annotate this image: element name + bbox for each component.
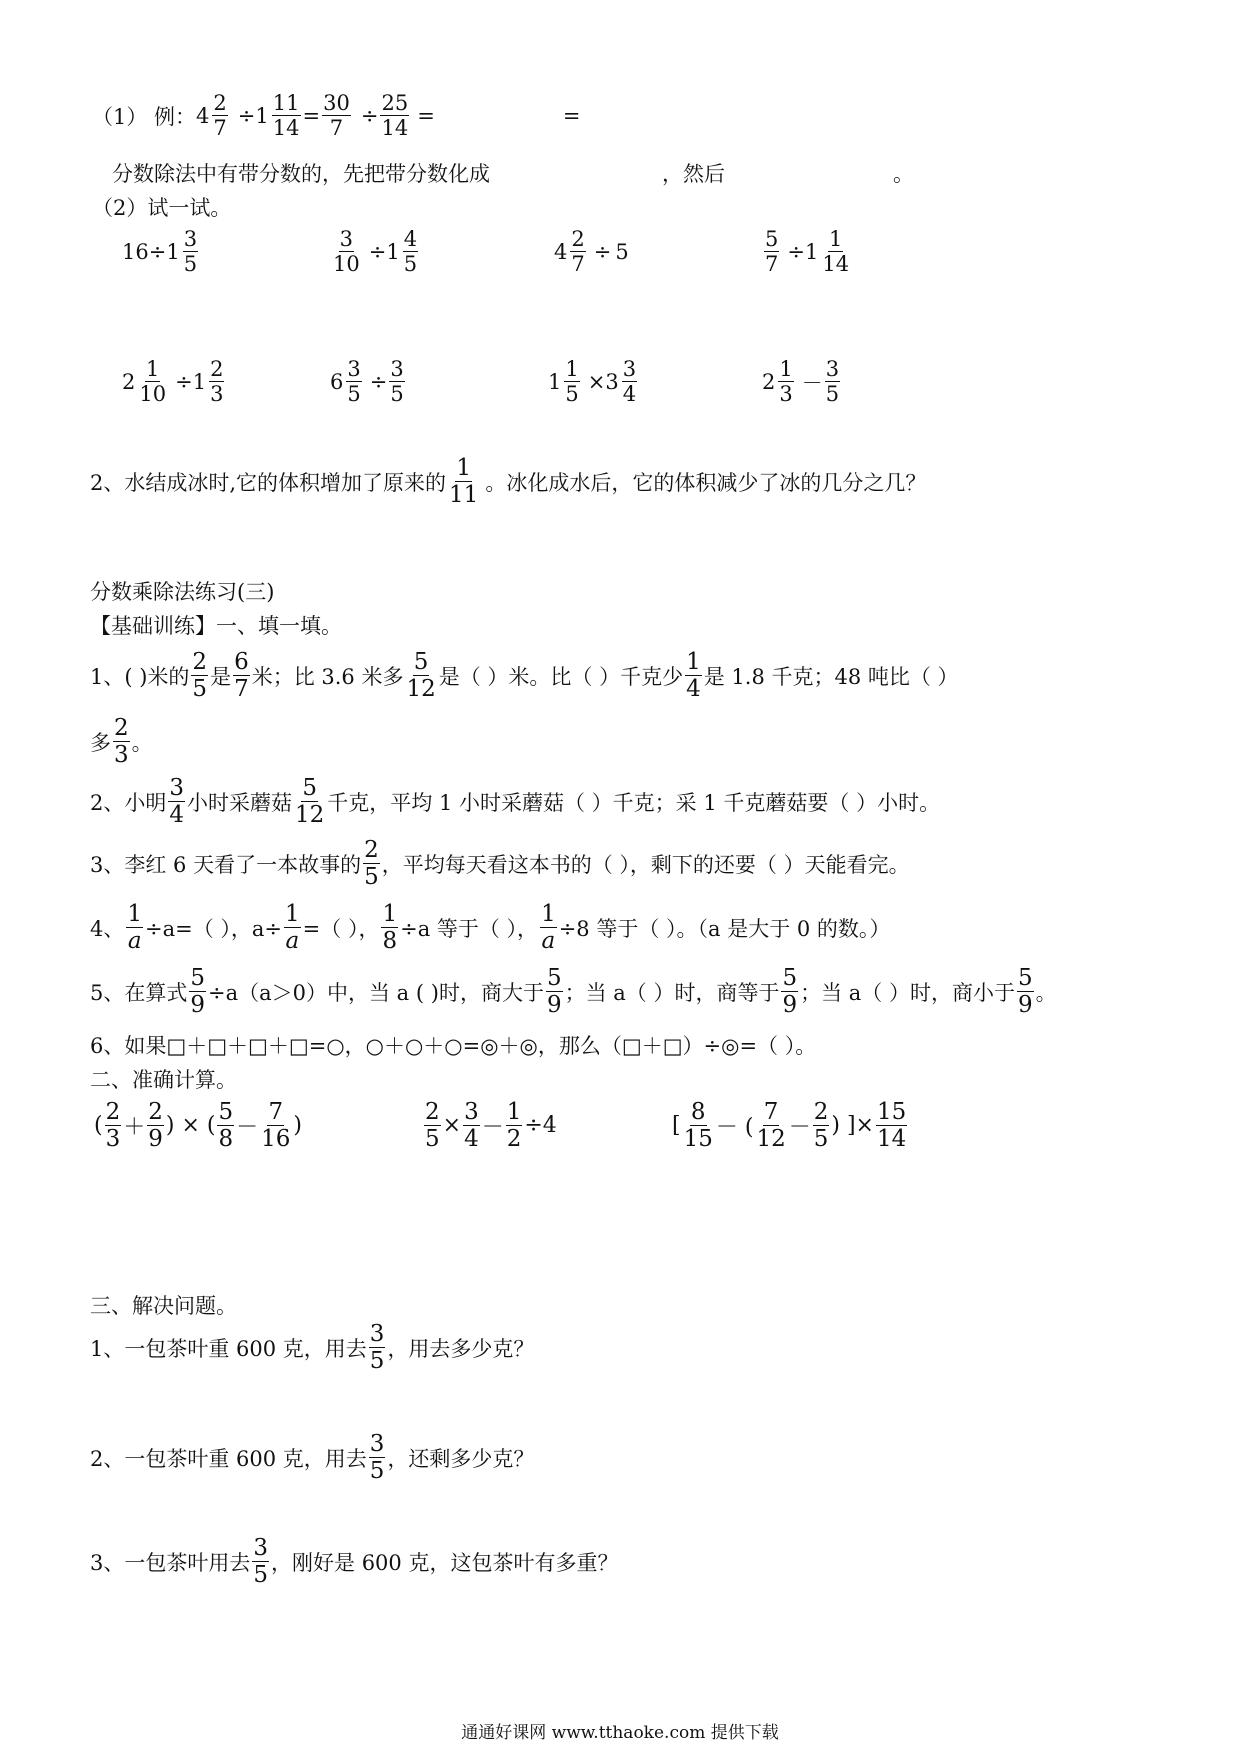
- example-label: （1） 例：: [92, 104, 197, 129]
- fraction: [1017, 966, 1034, 1017]
- numerator: 1: [565, 357, 579, 381]
- text-segment: 1、一包茶叶重 600 克，用去: [90, 1336, 367, 1361]
- denominator: 7: [234, 676, 249, 703]
- fraction: [363, 838, 380, 889]
- text-segment: －: [236, 1115, 259, 1141]
- calc-expr-1: [94, 1100, 302, 1151]
- text-segment: ÷a=（ ），a÷: [145, 916, 283, 941]
- numerator: 5: [546, 965, 562, 991]
- numerator: 2: [364, 837, 379, 863]
- text-segment: 分数乘除法练习(三): [90, 580, 275, 604]
- fraction: [463, 1100, 480, 1151]
- denominator: 5: [347, 382, 361, 407]
- numerator: 1: [285, 901, 300, 927]
- section-title: [90, 576, 274, 606]
- denominator: 9: [1017, 992, 1033, 1019]
- fraction: [755, 1100, 786, 1151]
- denominator: 5: [192, 676, 208, 703]
- fraction: [424, 1100, 441, 1151]
- numerator: 1: [686, 649, 701, 675]
- fraction: [405, 650, 436, 701]
- fraction: [252, 1536, 269, 1587]
- fraction: [876, 1100, 907, 1151]
- problems-title: [90, 1290, 237, 1320]
- text-segment: 5: [615, 239, 629, 264]
- numerator: 3: [347, 357, 361, 381]
- fraction: [564, 358, 579, 405]
- numerator: 5: [782, 965, 798, 991]
- operator: ÷: [237, 103, 256, 128]
- text-segment: ÷: [369, 369, 388, 394]
- fraction: [272, 92, 301, 139]
- denominator: 5: [813, 1126, 829, 1153]
- denominator: 14: [822, 252, 850, 277]
- denominator: 3: [779, 382, 793, 407]
- denominator: a: [285, 928, 300, 955]
- numerator: 5: [190, 965, 206, 991]
- fraction: [380, 92, 409, 139]
- denominator: 8: [218, 1126, 234, 1153]
- text-segment: ，刚好是 600 克，这包茶叶有多重？: [271, 1550, 619, 1575]
- denominator: a: [541, 928, 556, 955]
- text-segment: 1、( )米的: [90, 664, 190, 689]
- numerator: 4: [403, 227, 418, 251]
- operator: ÷: [360, 103, 379, 128]
- denominator: 4: [464, 1126, 479, 1153]
- fraction: [209, 358, 224, 405]
- denominator: 14: [876, 1126, 907, 1153]
- page-footer: 通通好课网 www.tthaoke.com 提供下载: [461, 1723, 779, 1743]
- numerator: 8: [690, 1099, 706, 1125]
- text-segment: [: [672, 1113, 681, 1139]
- fraction: [683, 1100, 714, 1151]
- fraction: [764, 228, 779, 275]
- numerator: 1: [829, 227, 843, 251]
- fill-1: [90, 650, 959, 701]
- numerator: 3: [369, 1431, 385, 1457]
- section-subtitle: [90, 610, 342, 640]
- numerator: 3: [464, 1099, 479, 1125]
- text-segment: 小时采蘑菇: [187, 790, 293, 815]
- exercise-8: [762, 358, 842, 405]
- exercise-3: [554, 228, 629, 275]
- text-segment: 6、如果□＋□＋□＋□=○，○＋○＋○=◎＋◎，那么（□＋□）÷◎=（ ）。: [90, 1034, 817, 1058]
- whole-number: 4: [196, 103, 210, 128]
- text-segment: 三、解决问题。: [90, 1294, 237, 1318]
- text-segment: 5、在算式: [90, 980, 188, 1005]
- text-segment: －: [481, 1115, 504, 1141]
- text-segment: 3: [605, 369, 619, 394]
- text-segment: ÷: [148, 239, 167, 264]
- text-segment: 4、: [90, 916, 125, 941]
- fraction: [622, 358, 637, 405]
- fraction: [821, 228, 850, 275]
- denominator: 12: [295, 802, 325, 829]
- denominator: 5: [390, 382, 404, 407]
- fraction: [813, 1100, 830, 1151]
- numerator: 7: [763, 1099, 779, 1125]
- numerator: 3: [169, 775, 185, 801]
- operator: =: [417, 103, 435, 128]
- fraction: [284, 902, 301, 953]
- denominator: 9: [782, 992, 798, 1019]
- text-segment: 1: [192, 369, 207, 394]
- exercise-7: [548, 358, 639, 405]
- fraction: [332, 228, 361, 275]
- denominator: 16: [261, 1126, 291, 1153]
- numerator: 3: [622, 357, 637, 381]
- text-segment: 【基础训练】一、填一填。: [90, 614, 342, 638]
- denominator: 9: [190, 992, 206, 1019]
- text-segment: 二、准确计算。: [90, 1068, 237, 1092]
- fraction: [105, 1100, 122, 1151]
- exercise-6: [330, 358, 407, 405]
- denominator: 5: [183, 252, 198, 277]
- fraction: [138, 358, 167, 405]
- text-segment: ＋: [123, 1115, 146, 1141]
- text-segment: ÷a 等于（ ），: [400, 916, 539, 941]
- numerator: 5: [302, 775, 317, 801]
- text-segment: 。: [1035, 980, 1057, 1005]
- fraction: [825, 358, 840, 405]
- denominator: 4: [686, 676, 701, 703]
- calc-expr-3: [672, 1100, 909, 1151]
- numerator: 30: [323, 91, 350, 115]
- denominator: 9: [546, 992, 562, 1019]
- problem-2: [90, 1432, 534, 1483]
- fraction: [570, 228, 585, 275]
- fraction: [233, 650, 250, 701]
- fraction: [781, 966, 798, 1017]
- numerator: 1: [146, 357, 160, 381]
- operator: =: [562, 103, 581, 128]
- rule-line: [112, 158, 914, 188]
- fraction: [126, 902, 143, 953]
- text-segment: 2、小明: [90, 790, 167, 815]
- try-heading: [92, 192, 231, 222]
- fraction: [217, 1100, 234, 1151]
- fraction: [189, 966, 206, 1017]
- numerator: 11: [272, 91, 300, 115]
- numerator: 2: [571, 227, 585, 251]
- text-segment: 1: [548, 369, 562, 394]
- fraction: [346, 358, 361, 405]
- fraction: [113, 716, 130, 767]
- fraction: [322, 92, 351, 139]
- fraction: [381, 902, 398, 953]
- text-segment: 2、一包茶叶重 600 克，用去: [90, 1446, 367, 1471]
- rule-text: ，然后: [662, 162, 725, 186]
- text-segment: ÷: [175, 369, 193, 394]
- text-segment: 米；比 3.6 米多: [251, 664, 404, 689]
- numerator: 1: [382, 901, 398, 927]
- fraction: [506, 1100, 523, 1151]
- fraction: [778, 358, 793, 405]
- text-segment: 2: [762, 369, 776, 394]
- exercise-4: [762, 228, 852, 275]
- fraction: [191, 650, 208, 701]
- denominator: 4: [169, 802, 185, 829]
- fill-4: [90, 902, 890, 953]
- numerator: 25: [381, 91, 409, 115]
- numerator: 1: [541, 901, 556, 927]
- fraction: [260, 1100, 291, 1151]
- denominator: 3: [210, 382, 224, 407]
- text-segment: － (: [715, 1115, 754, 1141]
- denominator: 3: [114, 742, 129, 769]
- exercise-2: [330, 228, 420, 275]
- fill-6: [90, 1030, 816, 1060]
- numerator: 2: [105, 1099, 121, 1125]
- problem-3: [90, 1536, 618, 1587]
- numerator: 6: [234, 649, 249, 675]
- fraction: [403, 228, 418, 275]
- numerator: 5: [218, 1099, 234, 1125]
- question-text: 。冰化成水后，它的体积减少了冰的几分之几？: [485, 470, 927, 495]
- fraction: [294, 776, 325, 827]
- denominator: 9: [148, 1126, 163, 1153]
- fraction: [389, 358, 404, 405]
- text-segment: ÷: [593, 239, 612, 264]
- text-segment: －: [788, 1115, 811, 1141]
- question-text: 2、水结成冰时,它的体积增加了原来的: [90, 470, 447, 495]
- numerator: 3: [825, 357, 840, 381]
- problem-1: [90, 1322, 534, 1373]
- denominator: 14: [381, 116, 409, 141]
- text-segment: 是 1.8 千克；48 吨比（ ）: [703, 664, 959, 689]
- denominator: 2: [506, 1126, 522, 1153]
- denominator: 5: [364, 864, 379, 891]
- text-segment: －: [801, 370, 823, 395]
- fraction: [212, 92, 227, 139]
- denominator: 12: [756, 1126, 786, 1153]
- numerator: 5: [413, 649, 429, 675]
- fraction: [448, 456, 479, 507]
- text-segment: ×: [587, 369, 606, 394]
- exercise-5: [122, 358, 226, 405]
- fill-5: [90, 966, 1057, 1017]
- numerator: 2: [813, 1099, 829, 1125]
- denominator: a: [127, 928, 142, 955]
- calc-title: [90, 1064, 237, 1094]
- text-segment: (: [94, 1113, 103, 1139]
- text-segment: ÷: [787, 239, 805, 264]
- denominator: 15: [683, 1126, 713, 1153]
- denominator: 5: [425, 1126, 440, 1153]
- text-segment: 16: [122, 239, 149, 264]
- text-segment: 千克，平均 1 小时采蘑菇（ ）千克；采 1 千克蘑菇要（ ）小时。: [327, 790, 941, 815]
- example-line: [92, 92, 580, 139]
- rule-text: 分数除法中有带分数的，先把带分数化成: [112, 162, 490, 186]
- numerator: 2: [425, 1099, 440, 1125]
- fill-2: [90, 776, 940, 827]
- text-segment: 3、李红 6 天看了一本故事的: [90, 852, 362, 877]
- text-segment: 1: [386, 239, 400, 264]
- numerator: 3: [339, 227, 354, 251]
- fill-3: [90, 838, 910, 889]
- text-segment: ；当 a（ ）时，商小于: [800, 980, 1015, 1005]
- fraction: [369, 1432, 386, 1483]
- numerator: 1: [506, 1099, 522, 1125]
- fraction: [546, 966, 563, 1017]
- numerator: 1: [127, 901, 143, 927]
- denominator: 5: [825, 382, 840, 407]
- denominator: 7: [765, 252, 779, 277]
- exercise-1: [122, 228, 200, 275]
- text-segment: 是（ ）米。比（ ）千克少: [438, 664, 684, 689]
- text-segment: ，平均每天看这本书的（ ），剩下的还要（ ）天能看完。: [381, 852, 910, 877]
- fraction: [147, 1100, 164, 1151]
- numerator: 2: [148, 1099, 163, 1125]
- text-segment: ): [293, 1113, 303, 1139]
- heading-text: （2）试一试。: [92, 196, 232, 220]
- fraction: [685, 650, 702, 701]
- operator: =: [302, 103, 321, 128]
- text-segment: 4: [554, 239, 568, 264]
- text-segment: ，还剩多少克？: [387, 1446, 535, 1471]
- denominator: 10: [333, 252, 360, 277]
- numerator: 3: [369, 1321, 385, 1347]
- text-segment: 。: [131, 730, 153, 755]
- numerator: 1: [456, 455, 471, 481]
- denominator: 5: [403, 252, 418, 277]
- text-segment: ÷8 等于（ ）。（a 是大于 0 的数。）: [558, 916, 891, 941]
- fraction: [369, 1322, 386, 1373]
- fraction: [540, 902, 557, 953]
- numerator: 1: [779, 357, 793, 381]
- numerator: 5: [1017, 965, 1033, 991]
- fraction: [168, 776, 185, 827]
- denominator: 7: [571, 252, 585, 277]
- text-segment: 2: [122, 369, 136, 394]
- denominator: 5: [369, 1458, 385, 1485]
- text-segment: 是: [210, 664, 232, 689]
- denominator: 4: [622, 382, 637, 407]
- text-segment: 3、一包茶叶用去: [90, 1550, 251, 1575]
- text-segment: 6: [330, 369, 344, 394]
- calc-expr-2: [422, 1100, 557, 1151]
- text-segment: ÷: [368, 239, 387, 264]
- numerator: 7: [268, 1099, 284, 1125]
- text-segment: =（ ），: [302, 916, 380, 941]
- denominator: 3: [105, 1126, 121, 1153]
- text-segment: 多: [90, 730, 111, 755]
- text-segment: ；当 a（ ）时，商等于: [564, 980, 780, 1005]
- numerator: 2: [210, 357, 224, 381]
- numerator: 3: [183, 227, 198, 251]
- whole-number: 1: [255, 103, 269, 128]
- denominator: 5: [253, 1562, 269, 1589]
- denominator: 7: [329, 116, 344, 141]
- text-segment: ×: [442, 1113, 462, 1139]
- rule-text: 。: [893, 162, 914, 186]
- text-segment: ÷4: [524, 1113, 557, 1139]
- denominator: 8: [382, 928, 398, 955]
- question-2: [90, 456, 926, 507]
- text-segment: 1: [166, 239, 180, 264]
- denominator: 10: [139, 382, 167, 407]
- denominator: 12: [406, 676, 436, 703]
- text-segment: ÷a（a＞0）中，当 a ( )时，商大于: [208, 980, 544, 1005]
- denominator: 11: [449, 482, 479, 509]
- text-segment: ) ]×: [831, 1113, 874, 1139]
- numerator: 5: [765, 227, 779, 251]
- denominator: 5: [369, 1348, 385, 1375]
- denominator: 5: [565, 382, 579, 407]
- denominator: 14: [272, 116, 300, 141]
- denominator: 7: [213, 116, 227, 141]
- text-segment: ) × (: [165, 1113, 216, 1139]
- numerator: 3: [390, 357, 404, 381]
- numerator: 2: [114, 715, 129, 741]
- fraction: [183, 228, 198, 275]
- numerator: 2: [192, 649, 208, 675]
- numerator: 2: [213, 91, 227, 115]
- numerator: 3: [253, 1535, 269, 1561]
- text-segment: ，用去多少克？: [387, 1336, 535, 1361]
- text-segment: 1: [804, 239, 819, 264]
- numerator: 15: [876, 1099, 907, 1125]
- fill-1-cont: [90, 716, 153, 767]
